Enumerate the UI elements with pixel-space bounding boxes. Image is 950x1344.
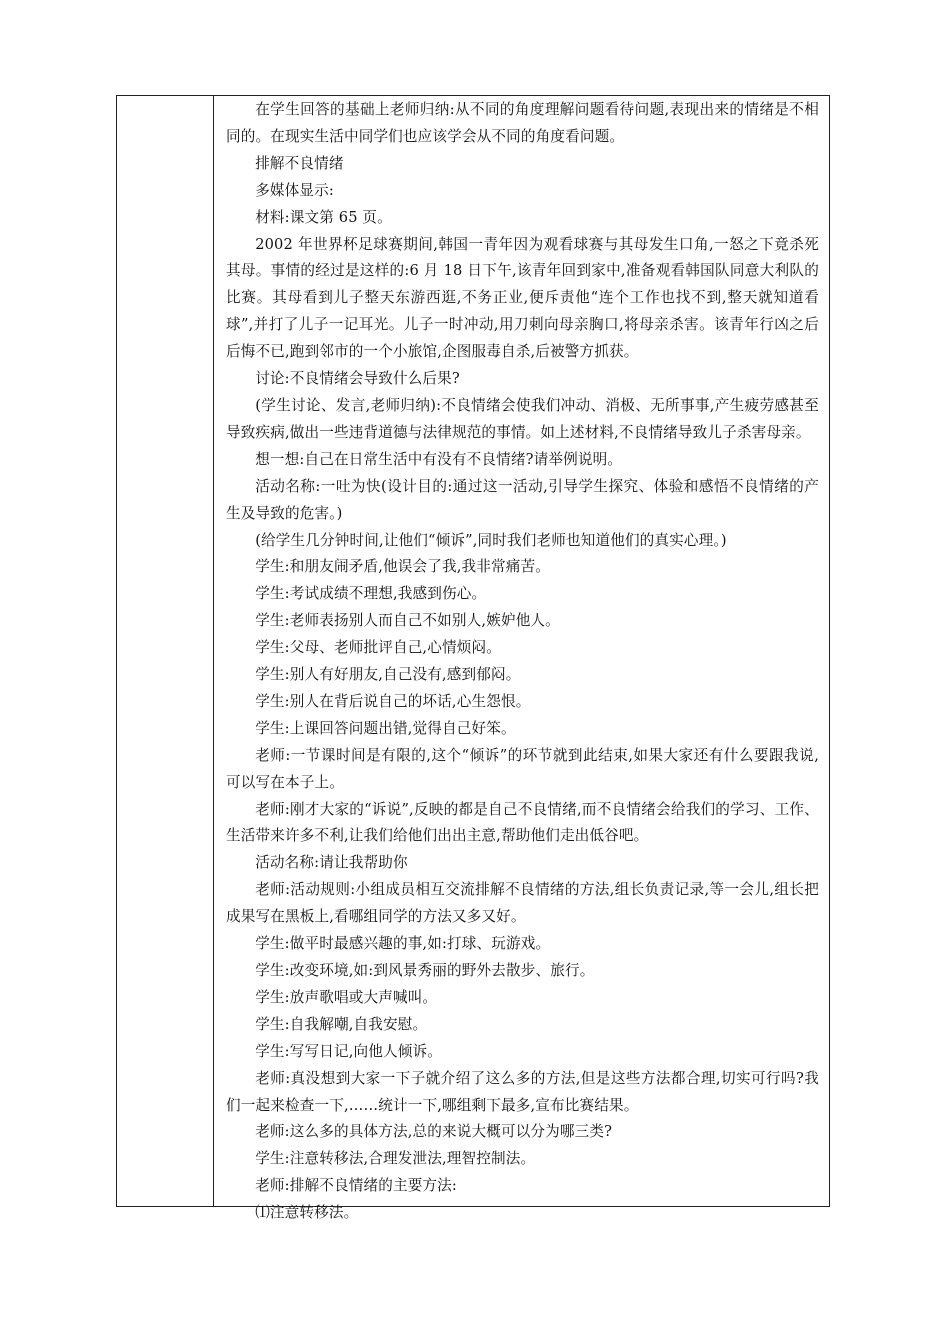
paragraph: 2002 年世界杯足球赛期间,韩国一青年因为观看球赛与其母发生口角,一怒之下竟杀死其母。事情的经过是这样的:6 月 18 日下午,该青年回到家中,准备观看韩国队同意大利队的比赛。其母看到儿子整天东游西逛,不务正业,便斥责他“连个工作也找不到,整天就知道看球”,并打了儿子一记耳光。儿子一时冲动,用刀刺向母亲胸口,将母亲杀害。该青年行凶之后后悔不已,跑到邻市的一个小旅馆,企图服毒自杀,后被警方抓获。: [226, 235, 819, 361]
paragraph: 学生:和朋友闹矛盾,他误会了我,我非常痛苦。: [255, 558, 550, 576]
left-column-cell: [117, 96, 214, 1206]
paragraph: 材料:课文第 65 页。: [255, 208, 392, 226]
paragraph: 老师:真没想到大家一下子就介绍了这么多的方法,但是这些方法都合理,切实可行吗?我们一起来检查一下,……统计一下,哪组剩下最多,宣布比赛结果。: [226, 1069, 819, 1114]
paragraph: 老师:这么多的具体方法,总的来说大概可以分为哪三类?: [255, 1123, 613, 1141]
content-cell: [214, 96, 829, 1222]
paragraph: 学生:自我解嘲,自我安慰。: [255, 1015, 428, 1033]
paragraph: (给学生几分钟时间,让他们“倾诉”,同时我们老师也知道他们的真实心理。): [255, 531, 727, 549]
paragraph: 讨论:不良情绪会导致什么后果?: [255, 370, 460, 388]
paragraph: 学生:做平时最感兴趣的事,如:打球、玩游戏。: [255, 935, 551, 953]
paragraph: 学生:老师表扬别人而自己不如别人,嫉妒他人。: [255, 612, 560, 630]
paragraph: 老师:排解不良情绪的主要方法:: [255, 1177, 457, 1195]
paragraph: 学生:别人在背后说自己的坏话,心生怨恨。: [255, 692, 531, 710]
paragraph: (学生讨论、发言,老师归纳):不良情绪会使我们冲动、消极、无所事事,产生疲劳感甚至导致疾病,做出一些违背道德与法律规范的事情。如上述材料,不良情绪导致儿子杀害母亲。: [226, 396, 819, 441]
paragraph: 老师:一节课时间是有限的,这个“倾诉”的环节就到此结束,如果大家还有什么要跟我说,可以写在本子上。: [226, 746, 819, 791]
paragraph: 在学生回答的基础上老师归纳:从不同的角度理解问题看待问题,表现出来的情绪是不相同的。在现实生活中同学们也应该学会从不同的角度看问题。: [226, 101, 819, 145]
paragraph: 学生:放声歌唱或大声喊叫。: [255, 988, 438, 1006]
paragraph: 老师:刚才大家的“诉说”,反映的都是自己不良情绪,而不良情绪会给我们的学习、工作、生活带来许多不利,让我们给他们出出主意,帮助他们走出低谷吧。: [226, 800, 819, 845]
paragraph: 学生:改变环境,如:到风景秀丽的野外去散步、旅行。: [255, 962, 595, 979]
paragraph: 活动名称:一吐为快(设计目的:通过这一活动,引导学生探究、体验和感悟不良情绪的产生及导致的危害。): [226, 477, 819, 522]
lesson-table: [116, 95, 830, 1222]
paragraph: 学生:上课回答问题出错,觉得自己好笨。: [255, 719, 516, 737]
paragraph: 老师:活动规则:小组成员相互交流排解不良情绪的方法,组长负责记录,等一会儿,组长把成果写在黑板上,看哪组同学的方法又多又好。: [226, 881, 819, 926]
paragraph: 多媒体显示:: [255, 181, 334, 199]
paragraph: 想一想:自己在日常生活中有没有不良情绪?请举例说明。: [255, 450, 623, 468]
paragraph: 学生:注意转移法,合理发泄法,理智控制法。: [255, 1150, 536, 1168]
paragraph: ⑴注意转移法。: [255, 1204, 359, 1222]
paragraph: 学生:父母、老师批评自己,心情烦闷。: [255, 639, 501, 657]
paragraph: 活动名称:请让我帮助你: [255, 854, 408, 872]
section-heading: 排解不良情绪: [255, 154, 344, 172]
paragraph: 学生:别人有好朋友,自己没有,感到郁闷。: [255, 666, 521, 684]
paragraph: 学生:考试成绩不理想,我感到伤心。: [255, 585, 487, 603]
paragraph: 学生:写写日记,向他人倾诉。: [255, 1042, 442, 1060]
